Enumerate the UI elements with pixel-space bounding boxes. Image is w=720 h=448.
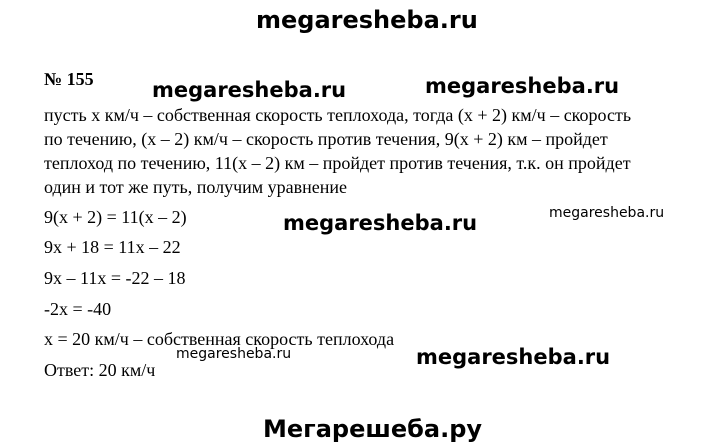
footer-watermark: Мегарешеба.ру <box>263 415 483 443</box>
equation-line: 9х + 18 = 11х – 22 <box>44 237 181 257</box>
answer-line: Ответ: 20 км/ч <box>44 360 156 380</box>
header-watermark: megaresheba.ru <box>256 6 478 34</box>
problem-text-line: теплоход по течению, 11(х – 2) км – пройдет против течения, т.к. он пройдет <box>44 153 631 173</box>
problem-text-line: по течению, (х – 2) км/ч – скорость против течения, 9(х + 2) км – пройдет <box>44 129 608 149</box>
equation-line: 9х – 11х = -22 – 18 <box>44 268 186 288</box>
problem-text-line: пусть х км/ч – собственная скорость теплохода, тогда (х + 2) км/ч – скорость <box>44 105 632 125</box>
watermark-row1-left: megaresheba.ru <box>152 78 347 102</box>
watermark-mid-center: megaresheba.ru <box>283 211 478 235</box>
watermark-row1-right: megaresheba.ru <box>425 74 620 98</box>
equation-line: 9(х + 2) = 11(х – 2) <box>44 207 187 227</box>
equation-line: -2х = -40 <box>44 299 112 319</box>
problem-number: № 155 <box>44 69 94 89</box>
problem-text-line: один и тот же путь, получим уравнение <box>44 177 348 197</box>
watermark-low-left: megaresheba.ru <box>176 346 292 362</box>
equation-line: х = 20 км/ч – собственная скорость теплохода <box>44 329 395 349</box>
watermark-mid-right: megaresheba.ru <box>549 205 665 221</box>
watermark-low-right: megaresheba.ru <box>416 345 611 369</box>
